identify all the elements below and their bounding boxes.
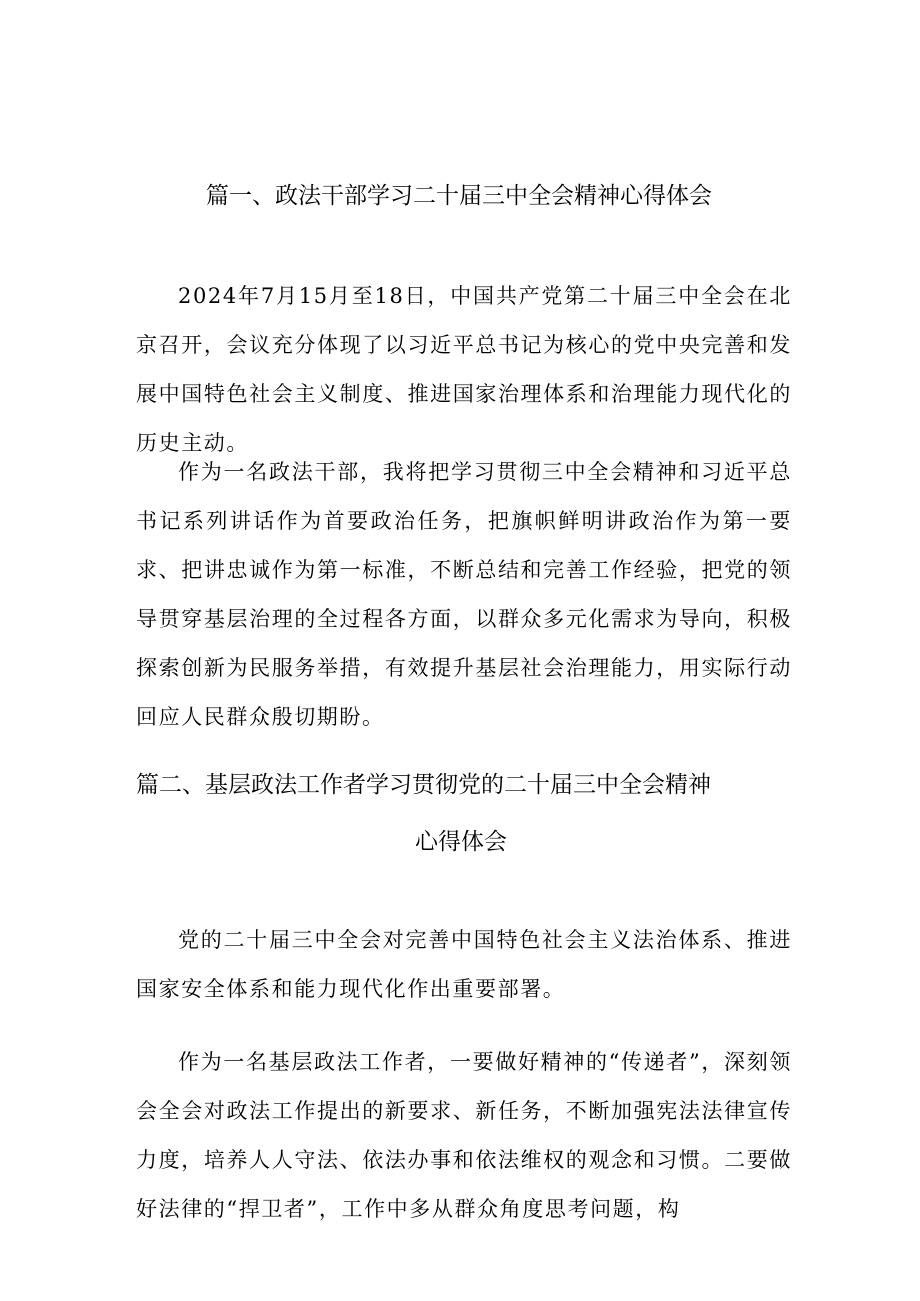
- section-2-paragraph-2: 作为一名基层政法工作者，一要做好精神的“传递者”，深刻领会全会对政法工作提出的新要求、新任务，不断加强宪法法律宣传力度，培养人人守法、依法办事和依法维权的观念和习惯。二要做好法律的“捍卫者”，工作中多从群众角度思考问题，构: [136, 1050, 792, 1221]
- section-1-paragraph-2: 作为一名政法干部，我将把学习贯彻三中全会精神和习近平总书记系列讲话作为首要政治任务，把旗帜鲜明讲政治作为第一要求、把讲忠诚作为第一标准，不断总结和完善工作经验，把党的领导贯穿基层治理的全过程各方面，以群众多元化需求为导向，积极探索创新为民服务举措，有效提升基层社会治理能力，用实际行动回应人民群众殷切期盼。: [136, 460, 792, 729]
- section-1-paragraph-1: 2024年7月15月至18日，中国共产党第二十届三中全会在北京召开，会议充分体现了以习近平总书记为核心的党中央完善和发展中国特色社会主义制度、推进国家治理体系和治理能力现代化的历史主动。: [136, 284, 792, 455]
- section-2-paragraph-1: 党的二十届三中全会对完善中国特色社会主义法治体系、推进国家安全体系和能力现代化作出重要部署。: [136, 928, 792, 1001]
- section-2-title-line-2: 心得体会: [415, 829, 507, 855]
- section-1-title: 篇一、政法干部学习二十届三中全会精神心得体会: [206, 183, 712, 209]
- section-2-title-line-1: 篇二、基层政法工作者学习贯彻党的二十届三中全会精神: [136, 772, 711, 798]
